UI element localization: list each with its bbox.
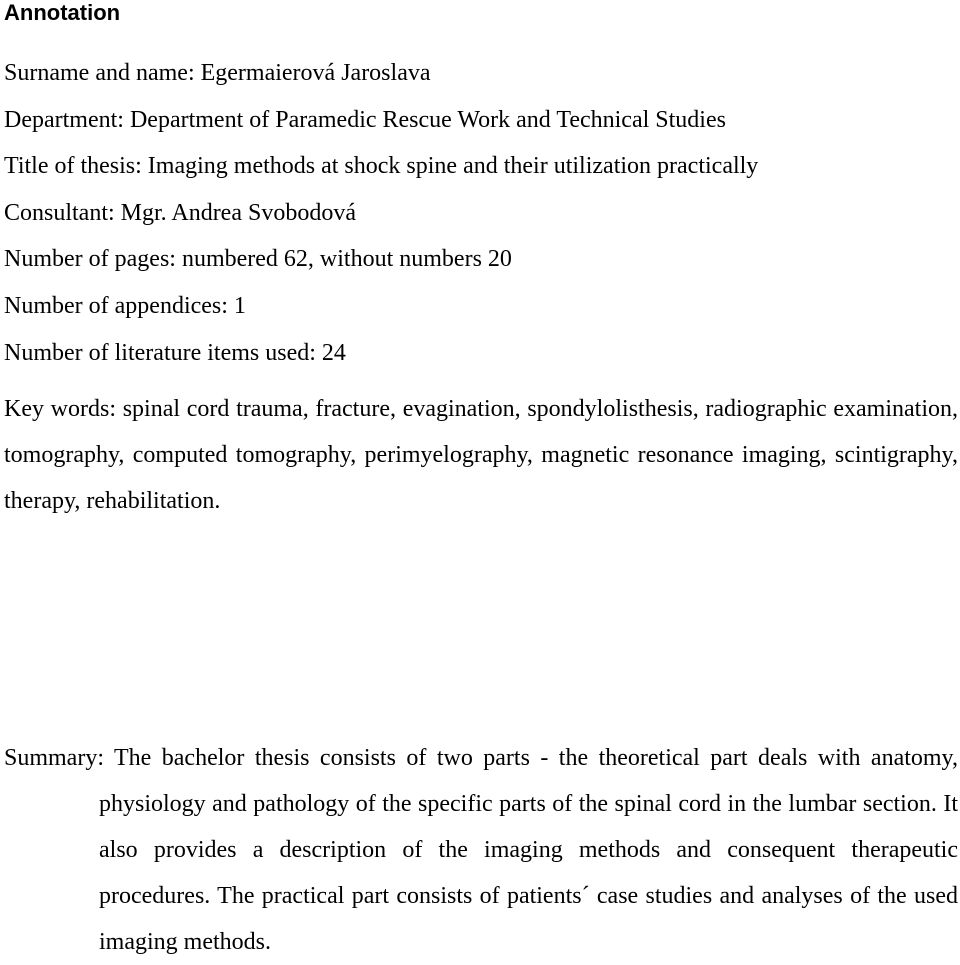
thesis-title-line: Title of thesis: Imaging methods at shock spine and their utilization practically [4, 153, 759, 179]
surname-line: Surname and name: Egermaierová Jaroslava [4, 60, 431, 86]
pages-line: Number of pages: numbered 62, without numbers 20 [4, 246, 512, 272]
keywords-paragraph: Key words: spinal cord trauma, fracture, evagination, spondylolisthesis, radiographic examination, tomography, computed tomography, perimyelography, magnetic resonance imaging, scintigraphy, therapy, rehabilitation. [4, 396, 958, 514]
summary-paragraph: Summary: The bachelor thesis consists of two parts - the theoretical part deals with anatomy, physiology and pathology of the specific parts of the spinal cord in the lumbar section. It also provides a description of the imaging methods and consequent therapeutic procedures. The practical part consists of patients´ case studies and analyses of the used imaging methods. [4, 745, 958, 955]
department-line: Department: Department of Paramedic Rescue Work and Technical Studies [4, 107, 726, 133]
appendices-line: Number of appendices: 1 [4, 293, 246, 319]
consultant-line: Consultant: Mgr. Andrea Svobodová [4, 200, 356, 226]
page-title: Annotation [4, 0, 121, 25]
literature-line: Number of literature items used: 24 [4, 340, 346, 366]
